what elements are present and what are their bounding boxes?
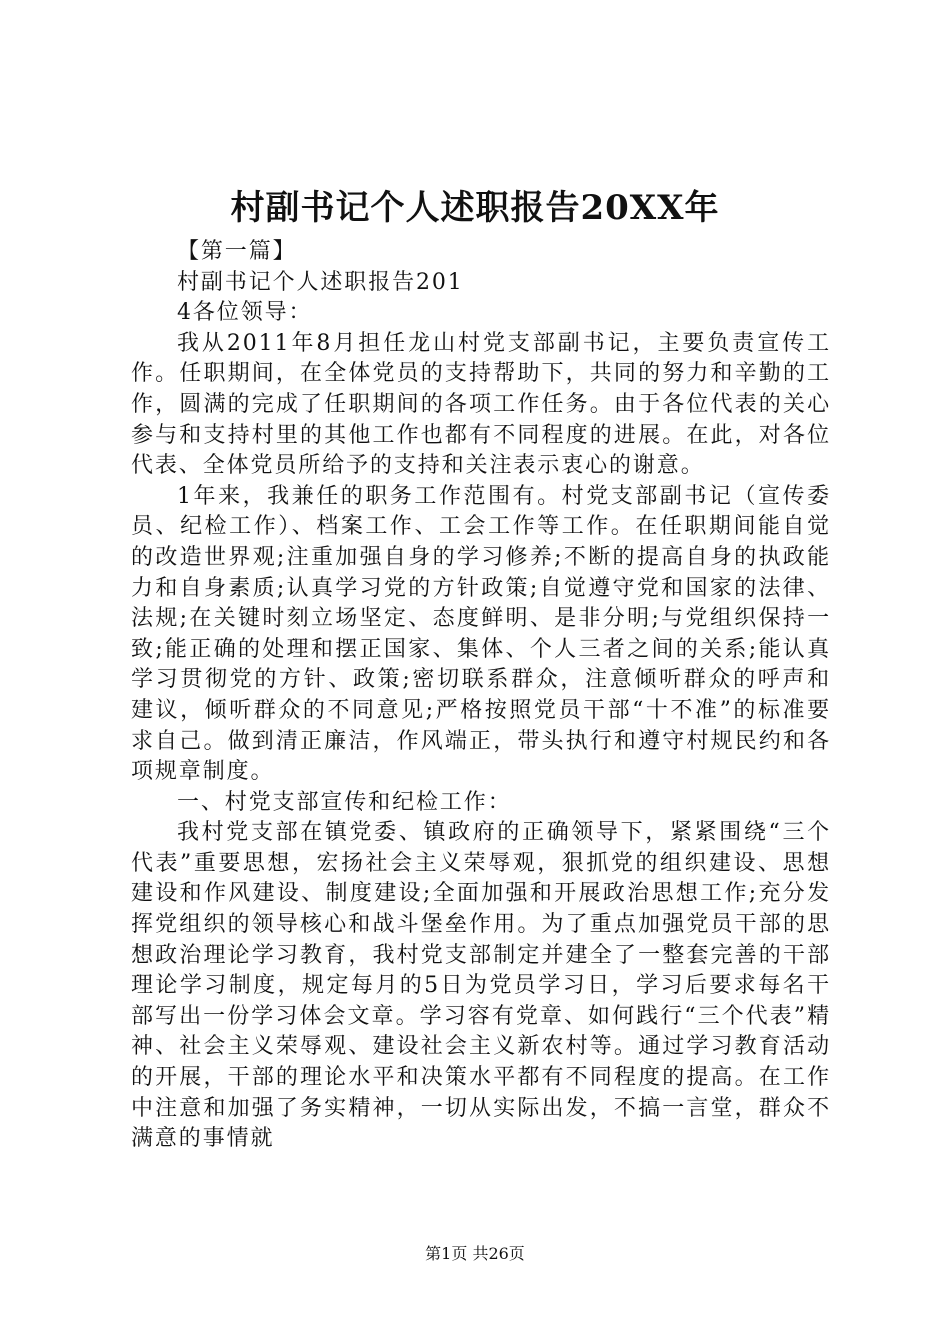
document-title: 村副书记个人述职报告20XX年 (230, 188, 720, 228)
section-one-heading: 一、村党支部宣传和纪检工作： (177, 789, 512, 815)
paragraph-duties: 1年来，我兼任的职务工作范围有。村党支部副书记（宣传委员、纪检工作）、档案工作、工会工作等工作。在任职期间能自觉的改造世界观;注重加强自身的学习修养;不断的提高自身的执政能力和自身素质;认真学习党的方针政策;自觉遵守党和国家的法律、法规;在关键时刻立场坚定、态度鲜明、是非分明;与党组织保持一致;能正确的处理和摆正国家、集体、个人三者之间的关系;能认真学习贯彻党的方针、政策;密切联系群众，注意倾听群众的呼声和建议，倾听群众的不同意见;严格按照党员干部“十不准”的标准要求自己。做到清正廉洁，作风端正，带头执行和遵守村规民约和各项规章制度。 (131, 483, 831, 785)
paragraph-intro: 我从2011年8月担任龙山村党支部副书记，主要负责宣传工作。任职期间，在全体党员的支持帮助下，共同的努力和辛勤的工作，圆满的完成了任职期间的各项工作任务。由于各位代表的关心参与和支持村里的其他工作也都有不同程度的进展。在此，对各位代表、全体党员所给予的支持和关注表示衷心的谢意。 (131, 330, 831, 479)
document-body (131, 237, 831, 1155)
page-number-footer: 第1页 共26页 (425, 1244, 525, 1263)
paragraph-propaganda: 我村党支部在镇党委、镇政府的正确领导下，紧紧围绕“三个代表”重要思想，宏扬社会主义荣辱观，狠抓党的组织建设、思想建设和作风建设、制度建设;全面加强和开展政治思想工作;充分发挥党组织的领导核心和战斗堡垒作用。为了重点加强党员干部的思想政治理论学习教育，我村党支部制定并建全了一整套完善的干部理论学习制度，规定每月的5日为党员学习日，学习后要求每名干部写出一份学习体会文章。学习容有党章、如何践行“三个代表”精神、社会主义荣辱观、建设社会主义新农村等。通过学习教育活动的开展，干部的理论水平和决策水平都有不同程度的提高。在工作中注意和加强了务实精神，一切从实际出发，不搞一言堂，群众不满意的事情就 (131, 820, 831, 1152)
report-subtitle: 村副书记个人述职报告201 (177, 269, 464, 295)
section-heading: 【第一篇】 (177, 239, 297, 264)
salutation: 4各位领导： (177, 300, 313, 326)
